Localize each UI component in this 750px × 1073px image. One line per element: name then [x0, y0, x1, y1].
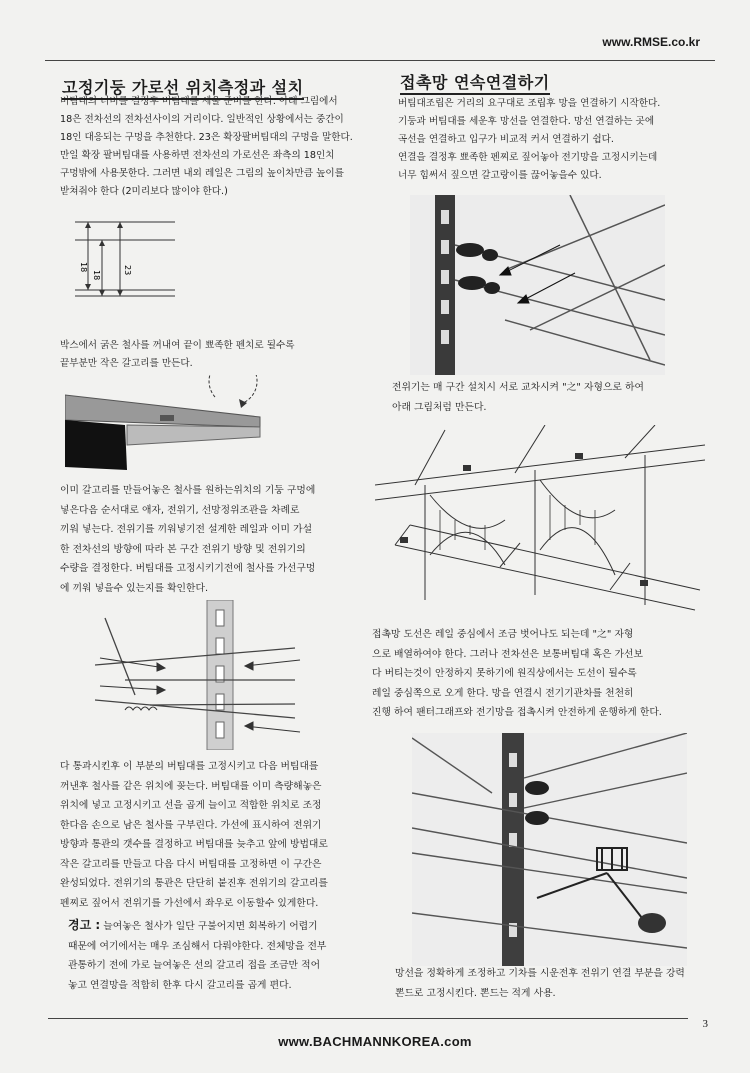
text-line: 한다음 손으로 남은 철사를 구부린다. 가선에 표시하여 전위기 [60, 819, 322, 831]
page-number: 3 [702, 1018, 708, 1030]
insulator-illustration [410, 195, 665, 375]
text-line: 전위기는 매 구간 설치시 서로 교차시켜 "之" 자형으로 하여 [392, 382, 644, 393]
left-insert-text [60, 481, 315, 598]
right-heading [400, 70, 550, 93]
text-line: 펜찌로 짚어서 전위기를 가선에서 좌우로 이동할수 있게한다. [60, 897, 319, 909]
text-line: 연결을 결정후 뾰족한 펜찌로 짚어놓아 전기망을 고정시키는데 [398, 152, 658, 163]
text-line: 완성되었다. 전위기의 통관은 단단히 붙진후 전위기의 갈고리를 [60, 878, 328, 889]
text-line: 버팀대의 너비를 결정후 버팀대를 세울 준비를 한다. 아래 그림에서 [60, 96, 338, 107]
dim-label: 23 [123, 265, 132, 276]
text-line: 방향과 통관의 갯수를 결정하고 버팀대를 늦추고 앞에 방법대로 [60, 839, 328, 850]
right-wire-text [372, 625, 662, 723]
footer-url: www.BACHMANNKOREA.com [278, 1034, 472, 1049]
header-url: www.RMSE.co.kr [602, 35, 700, 49]
right-zigzag-text [392, 378, 644, 417]
pantograph-illustration [412, 733, 687, 966]
text-line: 기둥과 버팀대를 세운후 망선을 연결한다. 망선 연결하는 곳에 [398, 116, 655, 127]
warning-block [68, 916, 326, 995]
final-caption-text: 망선을 정확하게 조정하고 기차를 시운전후 전위기 연결 부분을 강력 뽄드로 고정시킨다. 뽄드는 적게 사용. [395, 968, 685, 999]
right-intro [398, 95, 660, 185]
right-heading-text: 접촉망 연속연결하기 [400, 73, 550, 95]
text-line: 으로 배열하여야 한다. 그러나 전차선은 보통버팀대 혹은 가선보 [372, 648, 643, 660]
text-line: 곡선을 연결하고 입구가 비교적 커서 연결하기 쉽다. [398, 134, 614, 145]
text-line: 구멍밖에 사용못한다. 그러면 내외 레일은 그림의 높이차만큼 높이를 [60, 168, 344, 179]
text-line: 이미 갈고리를 만들어놓은 철사를 원하는위치의 기둥 구멍에 [60, 485, 316, 496]
text-line: 버팀대조립은 거리의 요구대로 조립후 망을 연결하기 시작한다. [398, 98, 661, 109]
dimension-diagram [70, 210, 180, 305]
top-rule [45, 60, 715, 61]
text-line: 꺼낸후 철사를 같은 위치에 꽂는다. 버팀대를 이미 측량해놓은 [60, 780, 322, 792]
dim-label: 18 [79, 262, 88, 273]
catenary-sketch [375, 425, 705, 620]
pole-wire-illustration [95, 600, 305, 750]
text-line: 레일 중심쪽으로 오게 한다. 망을 연결시 전기기관차를 천천히 [372, 687, 634, 699]
dim-label: 18 [92, 270, 101, 281]
text-line: 다 통과시킨후 이 부분의 버팀대를 고정시키고 다음 버팀대를 [60, 761, 319, 772]
final-caption [395, 964, 695, 1003]
bottom-rule [48, 1018, 688, 1019]
text-line: 만일 확장 팔버팀대를 사용하면 전차선의 가로선은 좌측의 18인치 [60, 150, 335, 161]
text-line: 진행 하여 팬터그래프와 전기망을 접촉시켜 안전하게 운행하게 한다. [372, 707, 662, 718]
warning-first-line: 늘여놓은 철사가 일단 구불어지면 회복하기 어렵기 [100, 921, 318, 932]
text-line: 박스에서 굵은 철사를 꺼내여 끝이 뾰족한 펜치로 될수록 [60, 340, 295, 351]
left-heading-text: 고정기둥 가로선 위치측정과 설치 [62, 78, 304, 100]
left-after-text [60, 757, 328, 913]
text-line: 놓고 연결망을 적합히 한후 다시 갈고리를 곱게 편다. [68, 979, 292, 991]
warning-label: 경고 : [68, 918, 101, 932]
text-line: 접촉망 도선은 레일 중심에서 조금 벗어나도 되는데 "之" 자형 [372, 629, 634, 640]
text-line: 끼워 넣는다. 전위기를 끼워넣기전 설계한 레일과 이미 가설 [60, 524, 313, 535]
text-line: 다 버티는것이 안정하지 못하기에 원직상에서는 도선이 될수록 [372, 668, 637, 679]
text-line: 끝부분만 작은 갈고리를 만든다. [60, 358, 193, 369]
text-line: 관통하기 전에 가로 늘여놓은 선의 갈고리 접을 조금만 적어 [68, 960, 321, 971]
text-line: 위치에 넣고 고정시키고 선을 곱게 늘이고 적합한 위치로 조정 [60, 800, 322, 811]
text-line: 에 끼워 넣을수 있는지를 확인한다. [60, 582, 209, 594]
text-line: 18은 전차선의 전차선사이의 거리이다. 일반적인 상황에서는 중간이 [60, 114, 344, 125]
text-line: 받쳐줘야 한다 (2미리보다 많이야 한다.) [60, 186, 228, 197]
text-line: 작은 갈고리를 만들고 다음 다시 버팀대를 고정하면 이 구간은 [60, 858, 322, 870]
left-pliers-text [60, 337, 295, 373]
text-line: 18인 대응되는 구멍을 추천한다. 23은 확장팔버팀대의 구멍을 말한다. [60, 132, 353, 143]
text-line: 수량을 결정한다. 버팀대를 고정시키기전에 철사를 가선구멍 [60, 563, 316, 574]
text-line: 때문에 여기에서는 매우 조심해서 다뤄야한다. 전체망을 전부 [68, 940, 327, 952]
text-line: 넣은다음 순서대로 애자, 전위기, 선망정위조관을 차례로 [60, 504, 300, 516]
left-intro [60, 93, 353, 201]
text-line: 너무 힘써서 짚으면 갈고랑이를 끊어놓을수 있다. [398, 170, 602, 181]
text-line: 한 전차선의 방향에 따라 본 구간 전위기 방향 및 전위기의 [60, 543, 306, 555]
text-line: 아래 그림처럼 만든다. [392, 401, 487, 413]
pliers-illustration [65, 375, 275, 475]
